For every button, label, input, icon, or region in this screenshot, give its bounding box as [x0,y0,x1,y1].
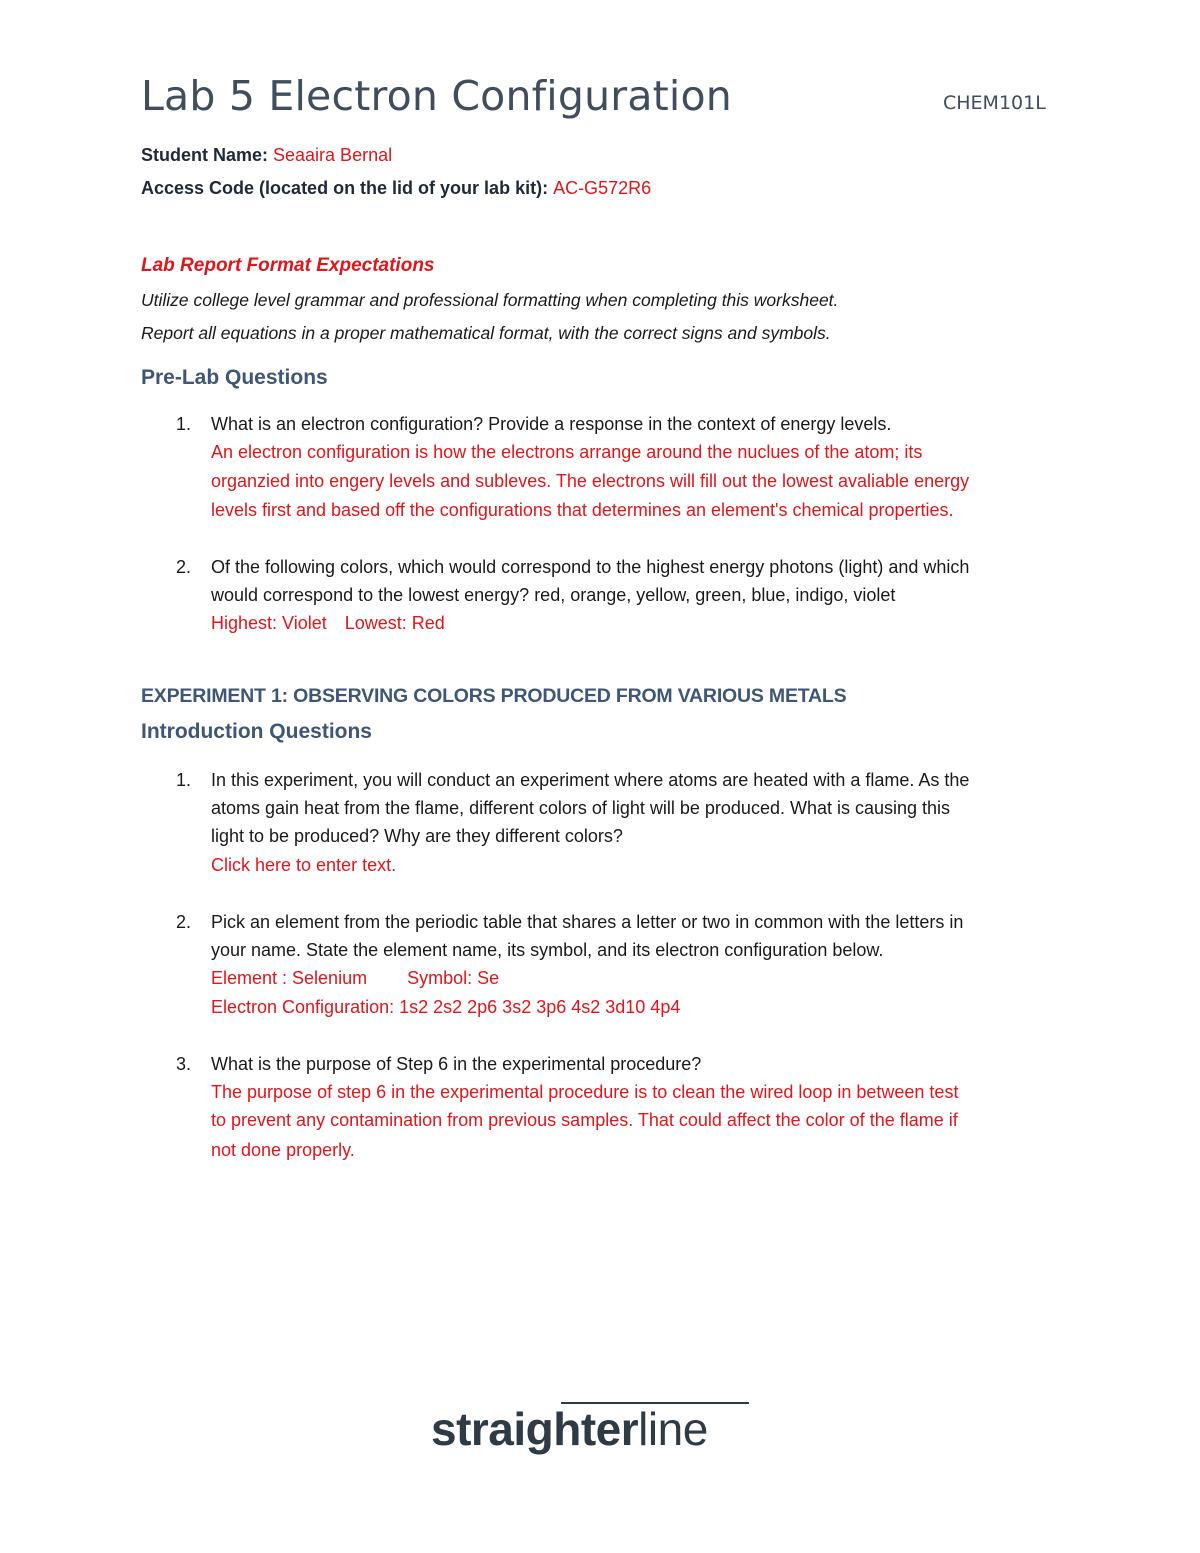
format-line-2: Report all equations in a proper mathematical format, with the correct signs and symbols. [141,323,831,343]
exp-q3-number: 3. [176,1054,192,1074]
exp-q1-answer-field[interactable]: Click here to enter text. [211,855,397,875]
page-title: Lab 5 Electron Configuration [141,72,732,120]
element-name: Element : Selenium [211,968,368,988]
prelab-q2-question-line: would correspond to the lowest energy? red, orange, yellow, green, blue, indigo, violet [211,585,896,605]
exp-q3-question: What is the purpose of Step 6 in the experimental procedure? [211,1054,702,1074]
access-code-value: AC-G572R6 [553,178,652,198]
prelab-q1-question: What is an electron configuration? Provide a response in the context of energy levels. [211,414,892,434]
straighterline-logo [431,1398,761,1468]
exp-q1-question-line: light to be produced? Why are they different colors? [211,826,623,846]
logo-light: line [638,1403,708,1455]
exp-q2-question-line: Pick an element from the periodic table that shares a letter or two in common with the letters in [211,912,964,932]
prelab-q1-number: 1. [176,414,192,434]
exp-q2-answer-configuration: Electron Configuration: 1s2 2s2 2p6 3s2 3p6 4s2 3d10 4p4 [211,997,681,1017]
prelab-q1-answer-line: organzied into engery levels and subleves. The electrons will fill out the lowest avaliable energy [211,471,970,491]
format-line-1: Utilize college level grammar and professional formatting when completing this worksheet. [141,290,839,310]
exp-q3-answer-line: not done properly. [211,1140,355,1160]
exp-q3-answer-line: to prevent any contamination from previous samples. That could affect the color of the flame if [211,1110,958,1130]
student-name-label: Student Name: [141,145,274,165]
exp-q1-question-line: atoms gain heat from the flame, different colors of light will be produced. What is causing this [211,798,951,818]
access-code-label: Access Code (located on the lid of your lab kit): [141,178,554,198]
prelab-q1-answer-line: levels first and based off the configurations that determines an element's chemical properties. [211,500,954,520]
prelab-q2-answer [211,613,445,634]
format-heading: Lab Report Format Expectations [141,255,435,276]
exp-q1-number: 1. [176,770,192,790]
course-code: CHEM101L [943,92,1046,114]
access-code-field [141,178,651,199]
prelab-q2-number: 2. [176,557,192,577]
exp-q3-answer-line: The purpose of step 6 in the experimental procedure is to clean the wired loop in between test [211,1082,959,1102]
exp-q1-question-line: In this experiment, you will conduct an experiment where atoms are heated with a flame. As the [211,770,970,790]
exp-q2-number: 2. [176,912,192,932]
logo-bold: straighter [431,1403,639,1455]
student-name-field [141,145,392,166]
prelab-q2-question-line: Of the following colors, which would correspond to the highest energy photons (light) and which [211,557,970,577]
prelab-q1-answer-line: An electron configuration is how the electrons arrange around the nuclues of the atom; its [211,442,923,462]
introduction-heading: Introduction Questions [141,720,372,743]
element-symbol: Symbol: Se [407,968,500,988]
experiment-heading: EXPERIMENT 1: OBSERVING COLORS PRODUCED FROM VARIOUS METALS [141,685,847,707]
exp-q2-question-line: your name. State the element name, its symbol, and its electron configuration below. [211,940,884,960]
exp-q2-answer-element [211,968,499,989]
answer-lowest: Lowest: Red [344,613,445,633]
answer-highest: Highest: Violet [211,613,327,633]
logo-wordmark [431,1402,708,1456]
student-name-value: Seaaira Bernal [273,145,393,165]
prelab-heading: Pre-Lab Questions [141,366,328,389]
